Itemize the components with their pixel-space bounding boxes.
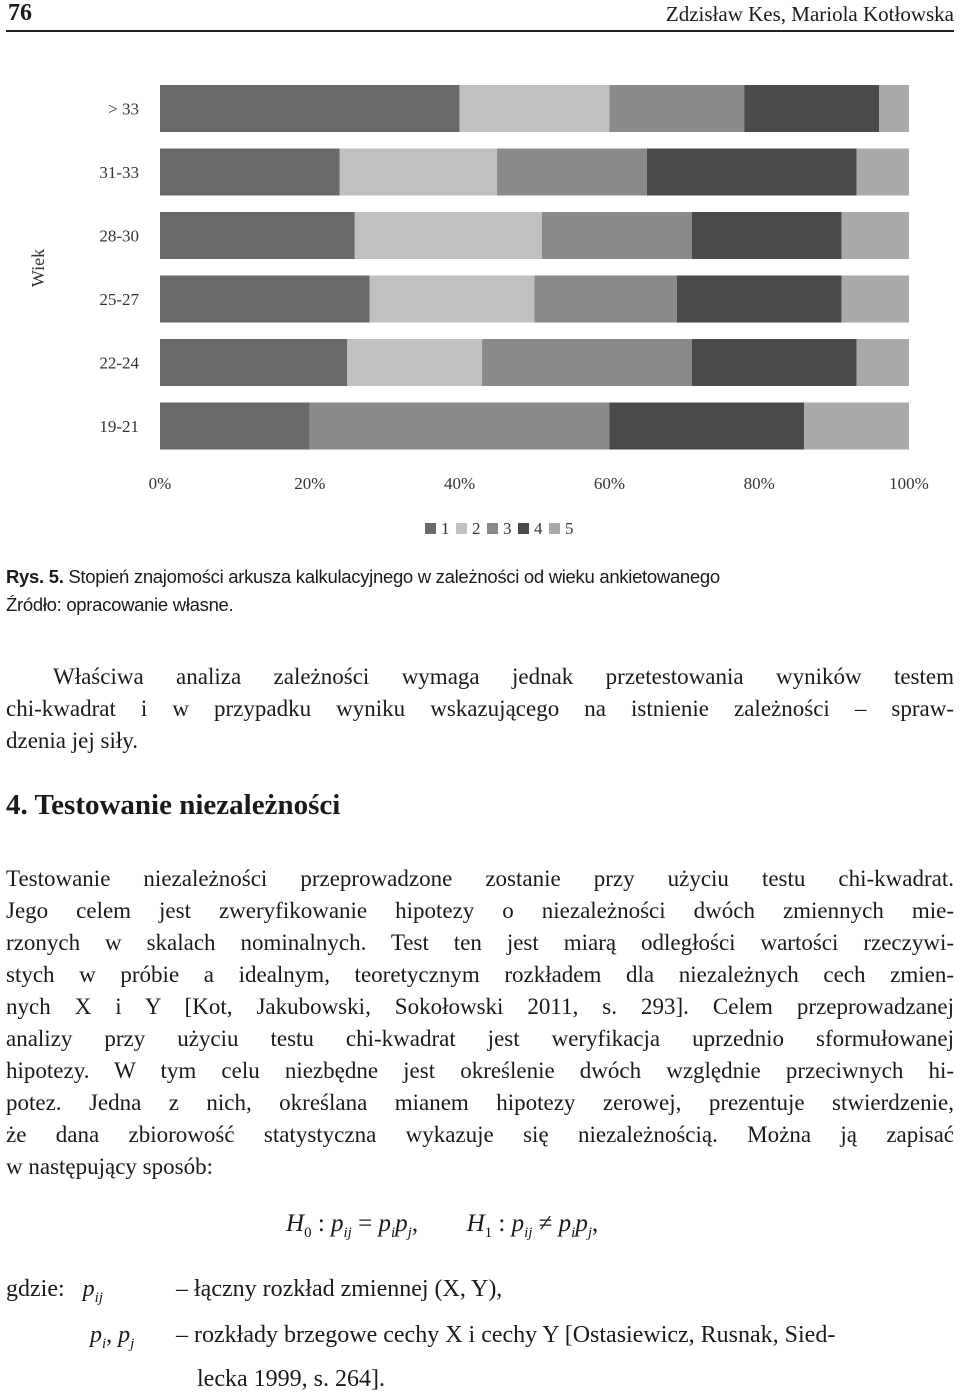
figure-caption-text: Stopień znajomości arkusza kalkulacyjnego w zależności od wieku ankietowanego (63, 566, 720, 587)
running-head-authors: Zdzisław Kes, Mariola Kotłowska (665, 2, 954, 26)
text-line: Jego celem jest zweryfikowanie hipotezy o niezależności dwóch zmiennych mie- (6, 898, 954, 923)
bar-segment (609, 403, 804, 450)
bar-segment (692, 339, 857, 386)
bar-segment (310, 403, 610, 450)
bar-segment (647, 149, 857, 196)
bar-segment (857, 339, 909, 386)
text-line: analizy przy użyciu testu chi-kwadrat jest weryfikacja uprzednio sformułowanej (6, 1026, 954, 1051)
bar-segment (804, 403, 909, 450)
x-tick-label: 100% (889, 474, 929, 493)
hypotheses-formula: $H_0$ : $p_{ij} = p_ip_j$, $H_1$ : $p_{ij} \ne p_ip_j$, (286, 1210, 599, 1241)
legend-label: 2 (472, 519, 481, 538)
symbol-pi-pj: $p_i$, $p_j$ (90, 1322, 135, 1352)
figure-source: Źródło: opracowanie własne. (6, 594, 234, 615)
x-tick-label: 40% (444, 474, 476, 493)
bar-segment (857, 149, 909, 196)
figure-caption (6, 566, 720, 588)
legend-label: 5 (565, 519, 574, 538)
page-header (6, 0, 954, 32)
definitions-lead: gdzie: (6, 1276, 65, 1302)
definition-pij (6, 1276, 503, 1307)
x-tick-label: 20% (294, 474, 326, 493)
paragraph-1 (6, 661, 954, 757)
category-label: 31-33 (99, 163, 139, 182)
legend-swatch (549, 523, 560, 534)
bar-segment (460, 85, 610, 132)
definition-marginals-text: – rozkłady brzegowe cechy X i cechy Y [Ostasiewicz, Rusnak, Sied- (176, 1322, 836, 1348)
symbol-pij: $p_{ij}$ (82, 1276, 103, 1306)
bar-segment (160, 403, 310, 450)
bar-segment (744, 85, 879, 132)
category-label: 22-24 (99, 353, 139, 373)
x-tick-label: 60% (593, 474, 625, 493)
section-title: 4. Testowanie niezależności (6, 789, 341, 821)
legend-swatch (425, 523, 436, 534)
bar-segment (842, 212, 909, 259)
stacked-bar-chart (0, 40, 960, 560)
paragraph-2 (6, 863, 954, 1183)
category-label: 28-30 (99, 226, 139, 246)
bar-segment (370, 276, 535, 323)
text-line: że dana zbiorowość statystyczna wykazuje się niezależnością. Można ją zapisać (6, 1122, 954, 1147)
text-line: Właściwa analiza zależności wymaga jednak przetestowania wyników testem (53, 664, 954, 689)
legend-swatch (487, 523, 498, 534)
legend-label: 4 (534, 519, 543, 538)
definition-marginals (6, 1322, 836, 1353)
bar-segment (609, 85, 744, 132)
bar-segment (160, 149, 340, 196)
legend-swatch (456, 523, 467, 534)
text-line: chi-kwadrat i w przypadku wyniku wskazującego na istnienie zależności – spraw- (6, 696, 954, 721)
figure-label: Rys. 5. (6, 566, 64, 587)
category-label: 25-27 (99, 290, 139, 309)
x-tick-label: 0% (148, 474, 172, 493)
text-line: hipotezy. W tym celu niezbędne jest określenie dwóch względnie przeciwnych hi- (6, 1058, 954, 1083)
bar-segment (692, 212, 842, 259)
bar-segment (347, 339, 482, 386)
bar-segment (535, 276, 677, 323)
bar-segment (160, 212, 355, 259)
bar-segment (160, 276, 370, 323)
bar-segment (542, 212, 692, 259)
text-line: nych X i Y [Kot, Jakubowski, Sokołowski 2011, s. 293]. Celem przeprowadzanej (6, 994, 954, 1019)
text-line: potez. Jedna z nich, określana mianem hipotezy zerowej, prezentuje stwierdzenie, (6, 1090, 954, 1115)
y-axis-label: Wiek (28, 248, 48, 288)
bar-segment (160, 339, 347, 386)
definition-marginals-continued: lecka 1999, s. 264]. (197, 1366, 385, 1392)
legend-label: 3 (503, 519, 512, 538)
bar-segment (482, 339, 692, 386)
text-line: rzonych w skalach nominalnych. Test ten jest miarą odległości wartości rzeczywi- (6, 930, 954, 955)
x-tick-label: 80% (743, 474, 775, 493)
text-line: w następujący sposób: (6, 1154, 213, 1179)
category-label: 19-21 (99, 417, 139, 436)
category-label: > 33 (108, 99, 139, 119)
text-line: dzenia jej siły. (6, 728, 138, 753)
bar-segment (355, 212, 542, 259)
text-line: stych w próbie a idealnym, teoretycznym rozkładem dla niezależnych cech zmien- (6, 962, 954, 987)
text-line: Testowanie niezależności przeprowadzone zostanie przy użyciu testu chi-kwadrat. (6, 866, 954, 891)
bar-segment (340, 149, 497, 196)
bar-segment (842, 276, 909, 323)
bar-segment (497, 149, 647, 196)
legend-label: 1 (441, 519, 450, 538)
legend-swatch (518, 523, 529, 534)
page-number: 76 (8, 0, 32, 26)
definition-pij-text: – łączny rozkład zmiennej (X, Y), (176, 1276, 503, 1302)
bar-segment (879, 85, 909, 132)
bar-segment (160, 85, 460, 132)
bar-segment (677, 276, 842, 323)
